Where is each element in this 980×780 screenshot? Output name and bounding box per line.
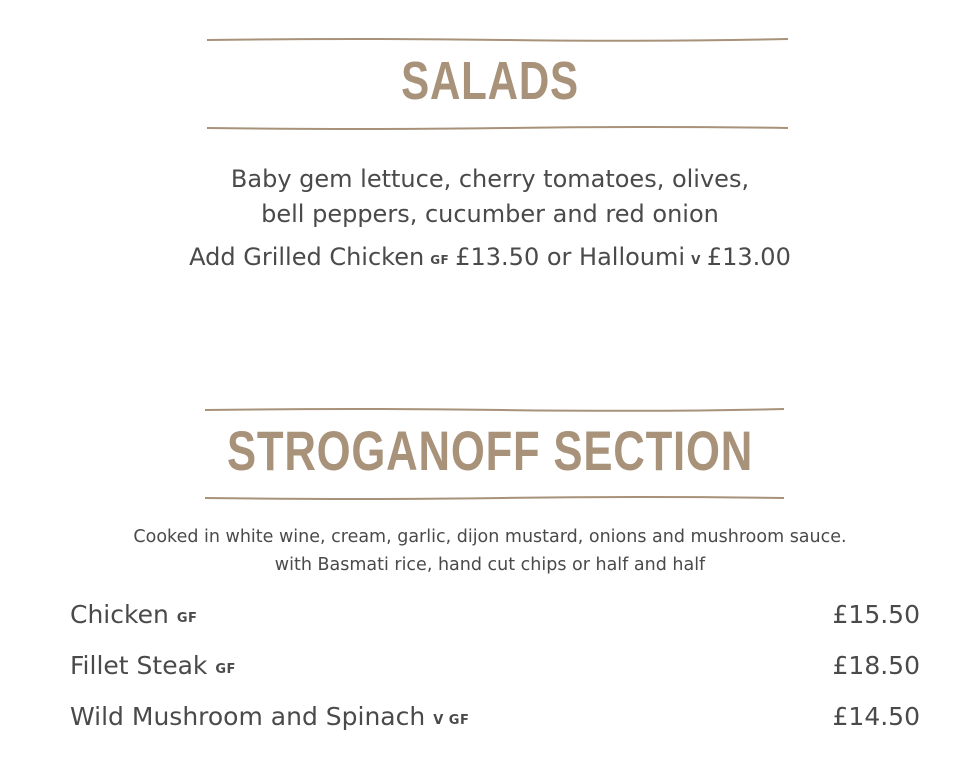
salads-bottom-divider bbox=[205, 124, 790, 132]
salads-addon-line bbox=[0, 240, 980, 278]
stroganoff-description-line1: Cooked in white wine, cream, garlic, dijon mustard, onions and mushroom sauce. bbox=[133, 527, 847, 547]
salads-heading: SALADS bbox=[401, 51, 579, 111]
item-price: £14.50 bbox=[832, 701, 920, 731]
salads-top-divider bbox=[205, 36, 790, 44]
dietary-tags: GF bbox=[215, 661, 236, 677]
salads-description-line2: bell peppers, cucumber and red onion bbox=[261, 200, 719, 228]
item-name bbox=[70, 651, 242, 680]
stroganoff-heading: STROGANOFF SECTION bbox=[226, 419, 754, 482]
stroganoff-bottom-divider bbox=[203, 494, 786, 502]
item-name bbox=[70, 600, 203, 629]
item-name bbox=[70, 702, 475, 731]
dietary-tags: GF bbox=[176, 610, 198, 626]
item-price: £15.50 bbox=[832, 599, 920, 629]
addon-chicken-price: £13.50 or Halloumi bbox=[455, 243, 686, 271]
addon-halloumi-price: £13.00 bbox=[706, 243, 791, 271]
addon-prefix: Add Grilled Chicken bbox=[189, 243, 425, 271]
stroganoff-description-line2: with Basmati rice, hand cut chips or half and half bbox=[274, 555, 706, 575]
dietary-tags: V GF bbox=[433, 712, 470, 728]
stroganoff-top-divider bbox=[203, 406, 786, 414]
menu-item-wild-mushroom-spinach bbox=[70, 699, 920, 733]
v-tag: V bbox=[691, 253, 701, 267]
item-name-text: Wild Mushroom and Spinach bbox=[70, 701, 426, 731]
gf-tag: GF bbox=[430, 253, 450, 267]
salads-description-line1: Baby gem lettuce, cherry tomatoes, olives, bbox=[230, 165, 750, 193]
item-name-text: Chicken bbox=[70, 599, 169, 629]
item-name-text: Fillet Steak bbox=[70, 650, 208, 680]
item-price: £18.50 bbox=[832, 650, 920, 680]
menu-item-fillet-steak bbox=[70, 648, 920, 682]
menu-item-chicken bbox=[70, 597, 920, 631]
